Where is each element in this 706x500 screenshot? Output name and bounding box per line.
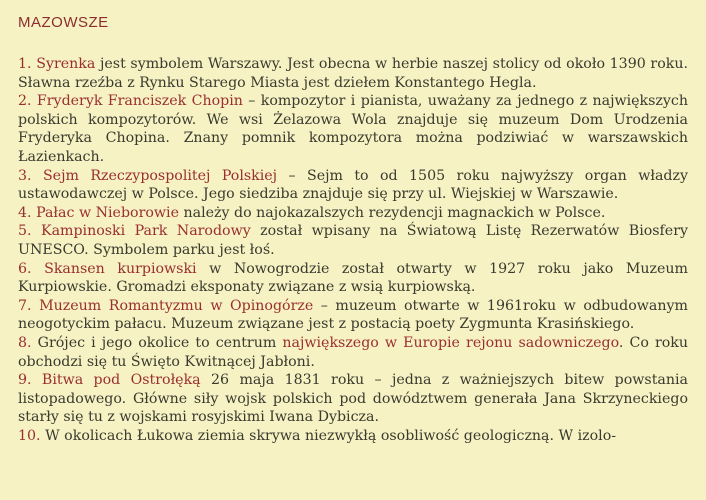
list-item bbox=[18, 167, 688, 204]
entry-text: – muzeum otwarte w 1961roku w odbudowanym neogotyckim pałacu. Muzeum związane jest z postacią poety Zygmunta Krasińskiego. bbox=[18, 297, 688, 333]
entry-number: 5. bbox=[18, 223, 32, 240]
entry-text-pre: Grójec i jego okolice to centrum bbox=[37, 334, 283, 351]
entry-number: 6. bbox=[18, 260, 32, 277]
entry-text: został wpisany na Światową Listę Rezerwatów Biosfery UNESCO. Symbolem parku jest łoś. bbox=[18, 223, 688, 258]
entry-number: 1. bbox=[18, 56, 32, 72]
entry-highlight: Pałac w Nieborowie bbox=[36, 204, 179, 221]
entry-text: jest symbolem Warszawy. Jest obecna w herbie naszej stolicy od około 1390 roku. Sławna rzeźba z Rynku Starego Miasta jest dziełem Konstantego Hegla. bbox=[18, 56, 688, 91]
entry-number: 8. bbox=[18, 334, 32, 351]
list-item bbox=[18, 55, 688, 92]
entry-text: w Nowogrodzie został otwarty w 1927 roku jako Muzeum Kurpiowskie. Gromadzi eksponaty związane z wsią kurpiowską. bbox=[18, 260, 688, 296]
entry-number: 9. bbox=[18, 372, 32, 389]
list-item bbox=[18, 427, 688, 446]
list-item bbox=[18, 334, 688, 371]
entry-number: 2. bbox=[18, 93, 32, 110]
entry-number: 7. bbox=[18, 297, 32, 314]
entry-highlight: Bitwa pod Ostrołęką bbox=[41, 372, 201, 389]
entry-highlight: Skansen kurpiowski bbox=[44, 260, 197, 277]
entry-text: . Co roku obchodzi się tu Święto Kwitnącej Jabłoni. bbox=[18, 334, 689, 370]
entries-list bbox=[18, 55, 688, 445]
entry-text: należy do najokazalszych rezydencji magnackich w Polsce. bbox=[178, 204, 606, 221]
entry-highlight: Muzeum Romantyzmu w Opinogórze bbox=[39, 297, 314, 314]
entry-text: 26 maja 1831 roku – jedna z ważniejszych bitew powstania listopadowego. Główne siły wojsk polskich pod dowództwem generała Jana Skrzyneckiego starły się tu z wojskami rosyjskimi Iwana Dybicza. bbox=[18, 372, 688, 426]
list-item bbox=[18, 204, 688, 223]
entry-text: W okolicach Łukowa ziemia skrywa niezwykłą osobliwość geologiczną. W izolo- bbox=[40, 427, 617, 444]
list-item bbox=[18, 260, 688, 297]
list-item bbox=[18, 297, 688, 334]
entry-highlight: największego w Europie rejonu sadowniczego bbox=[282, 334, 619, 351]
entry-number: 10. bbox=[18, 427, 41, 444]
list-item bbox=[18, 371, 688, 427]
entry-highlight: Sejm Rzeczypospolitej Polskiej bbox=[42, 167, 278, 184]
entry-highlight: Fryderyk Franciszek Chopin bbox=[36, 93, 243, 110]
entry-number: 4. bbox=[18, 204, 32, 221]
entry-highlight: Kampinoski Park Narodowy bbox=[40, 223, 251, 240]
entry-highlight: Syrenka bbox=[36, 56, 96, 72]
entry-number: 3. bbox=[18, 167, 32, 184]
list-item bbox=[18, 92, 688, 166]
entry-text: – kompozytor i pianista, uważany za jednego z największych polskich kompozytorów. We wsi Żelazowa Wola znajduje się muzeum Dom Urodzenia Fryderyka Chopina. Znany pomnik kompozytora można podziwiać w warszawskich Łazienkach. bbox=[18, 93, 689, 165]
page-title: MAZOWSZE bbox=[18, 14, 109, 31]
entry-text: – Sejm to od 1505 roku najwyższy organ władzy ustawodawczej w Polsce. Jego siedziba znajduje się przy ul. Wiejskiej w Warszawie. bbox=[18, 167, 688, 203]
list-item bbox=[18, 222, 688, 259]
